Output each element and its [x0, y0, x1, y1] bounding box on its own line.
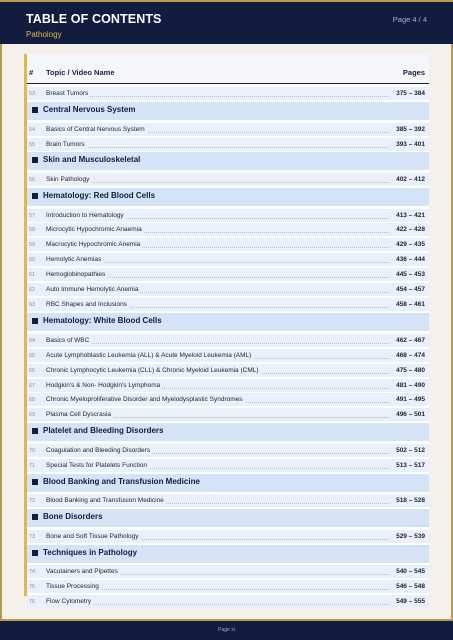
section-heading [27, 545, 429, 563]
row-number: 70 [29, 447, 36, 454]
toc-row[interactable] [27, 283, 429, 296]
toc-row[interactable] [27, 349, 429, 362]
section-bullet-icon [32, 193, 38, 199]
row-pages: 458 – 461 [396, 301, 425, 309]
column-header-pages: Pages [402, 68, 425, 77]
row-pages: 393 – 401 [396, 140, 425, 148]
row-pages: 513 – 517 [396, 461, 425, 469]
toc-row[interactable] [27, 565, 429, 578]
row-number: 62 [29, 287, 36, 294]
section-heading [27, 152, 429, 170]
section-title: Hematology: White Blood Cells [43, 316, 162, 326]
book-subtitle: Pathology [26, 30, 62, 39]
row-topic: Breast Tumors [46, 90, 89, 97]
row-topic: Bone and Soft Tissue Pathology [46, 532, 139, 540]
row-number: 69 [29, 412, 36, 419]
row-pages: 502 – 512 [396, 446, 425, 454]
row-topic: RBC Shapes and Inclusions [46, 301, 127, 309]
row-number: 67 [29, 382, 36, 389]
row-pages: 422 – 428 [396, 226, 425, 234]
row-topic: Coagulation and Bleeding Disorders [46, 446, 151, 454]
row-number: 61 [29, 272, 36, 279]
row-topic: Flow Cytometry [46, 598, 92, 606]
row-number: 55 [29, 141, 36, 148]
section-bullet-icon [32, 157, 38, 163]
row-number: 53 [29, 91, 36, 97]
section-title: Skin and Musculoskeletal [43, 155, 141, 165]
dot-leader [46, 147, 389, 148]
section-title: Techniques in Pathology [43, 547, 138, 557]
toc-row[interactable] [27, 238, 429, 251]
row-number: 76 [29, 599, 36, 606]
row-number: 60 [29, 257, 36, 264]
section-bullet-icon [32, 550, 38, 556]
dot-leader [46, 604, 389, 605]
row-pages: 413 – 421 [396, 211, 425, 219]
row-pages: 468 – 474 [396, 351, 425, 359]
row-pages: 436 – 444 [396, 256, 425, 264]
row-pages: 529 – 539 [396, 532, 425, 540]
row-topic: Chronic Lymphocytic Leukemia (CLL) & Chronic Myeloid Leukemia (CML) [46, 366, 259, 374]
toc-row[interactable] [27, 364, 429, 377]
row-topic: Plasma Cell Dyscrasia [46, 411, 112, 419]
toc-table [24, 54, 429, 606]
row-pages: 540 – 545 [396, 568, 425, 576]
row-number: 54 [29, 126, 36, 133]
section-title: Platelet and Bleeding Disorders [43, 426, 164, 436]
row-pages: 402 – 412 [396, 176, 425, 183]
dot-leader [46, 96, 389, 97]
row-topic: Brain Tumors [46, 140, 85, 148]
toc-row[interactable] [27, 379, 429, 392]
section-heading [27, 313, 429, 331]
row-pages: 481 – 490 [396, 381, 425, 389]
row-number: 64 [29, 337, 36, 344]
toc-row[interactable] [27, 173, 429, 186]
row-number: 59 [29, 242, 36, 249]
section-title: Blood Banking and Transfusion Medicine [43, 476, 200, 486]
row-pages: 549 – 555 [396, 598, 425, 606]
section-title: Hematology: Red Blood Cells [43, 190, 156, 200]
section-heading [27, 188, 429, 206]
footer-page-number: Page xi [218, 627, 235, 633]
row-topic: Hemoglobinopathies [46, 271, 106, 279]
row-pages: 375 – 384 [396, 90, 425, 97]
row-pages: 546 – 548 [396, 583, 425, 591]
page-title: TABLE OF CONTENTS [26, 12, 162, 26]
toc-row[interactable] [27, 123, 429, 136]
section-heading [27, 509, 429, 527]
page-header [0, 0, 453, 44]
row-number: 73 [29, 533, 36, 540]
section-title: Central Nervous System [43, 104, 136, 114]
row-number: 57 [29, 212, 36, 219]
row-topic: Basics of Central Nervous System [46, 125, 145, 133]
section-heading [27, 423, 429, 441]
dot-leader [46, 182, 389, 183]
section-bullet-icon [32, 318, 38, 324]
row-topic: Chronic Myeloproliferative Disorder and Myelodysplastic Syndromes [46, 396, 243, 404]
row-topic: Skin Pathology [46, 176, 90, 183]
page-indicator: Page 4 / 4 [392, 15, 427, 24]
row-topic: Hemolytic Anemias [46, 256, 102, 264]
row-topic: Vacutainers and Pipettes [46, 568, 118, 576]
section-bullet-icon [32, 107, 38, 113]
column-header-number: # [29, 68, 34, 77]
table-header [27, 54, 429, 84]
toc-row[interactable] [27, 298, 429, 311]
toc-row[interactable] [27, 138, 429, 151]
section-heading [27, 474, 429, 492]
row-pages: 491 – 495 [396, 396, 425, 404]
row-topic: Hodgkin's & Non- Hodgkin's Lymphoma [46, 381, 161, 389]
row-topic: Basics of WBC [46, 336, 90, 344]
section-bullet-icon [32, 514, 38, 520]
toc-row[interactable] [27, 209, 429, 222]
row-pages: 385 – 392 [396, 125, 425, 133]
toc-row[interactable] [27, 253, 429, 266]
column-header-topic: Topic / Video Name [46, 68, 115, 77]
toc-row[interactable] [27, 580, 429, 593]
row-number: 63 [29, 302, 36, 309]
dot-leader [46, 343, 389, 344]
toc-row[interactable] [27, 334, 429, 347]
toc-row[interactable] [27, 393, 429, 406]
row-topic: Macrocytic Hypochromic Anemia [46, 241, 141, 249]
toc-row[interactable] [27, 530, 429, 543]
section-bullet-icon [32, 428, 38, 434]
row-number: 68 [29, 397, 36, 404]
row-pages: 518 – 528 [396, 497, 425, 505]
row-number: 75 [29, 584, 36, 591]
row-number: 72 [29, 498, 36, 505]
row-number: 74 [29, 569, 36, 576]
section-bullet-icon [32, 479, 38, 485]
section-heading [27, 102, 429, 120]
row-pages: 475 – 480 [396, 366, 425, 374]
section-title: Bone Disorders [43, 512, 103, 522]
row-number: 65 [29, 352, 36, 359]
row-topic: Auto Immune Hemolytic Anemia [46, 286, 139, 294]
toc-row[interactable] [27, 223, 429, 236]
row-number: 56 [29, 177, 36, 183]
row-topic: Tissue Processing [46, 583, 99, 591]
toc-row[interactable] [27, 268, 429, 281]
row-number: 66 [29, 367, 36, 374]
row-topic: Blood Banking and Transfusion Medicine [46, 497, 164, 505]
row-pages: 462 – 467 [396, 336, 425, 344]
row-topic: Microcytic Hypochromic Anaemia [46, 226, 142, 234]
row-pages: 445 – 453 [396, 271, 425, 279]
toc-row[interactable] [27, 87, 429, 100]
row-pages: 429 – 435 [396, 241, 425, 249]
toc-row[interactable] [27, 595, 429, 608]
row-topic: Acute Lymphoblastic Leukemia (ALL) & Acute Myeloid Leukemia (AML) [46, 351, 252, 359]
row-number: 58 [29, 227, 36, 234]
row-topic: Special Tests for Platelets Function [46, 461, 148, 469]
row-number: 71 [29, 462, 36, 469]
row-pages: 496 – 501 [396, 411, 425, 419]
row-topic: Introduction to Hematology [46, 211, 124, 219]
toc-row[interactable] [27, 408, 429, 421]
page-footer [0, 619, 453, 640]
toc-row[interactable] [27, 444, 429, 457]
toc-row[interactable] [27, 459, 429, 472]
row-pages: 454 – 457 [396, 286, 425, 294]
toc-row[interactable] [27, 494, 429, 507]
